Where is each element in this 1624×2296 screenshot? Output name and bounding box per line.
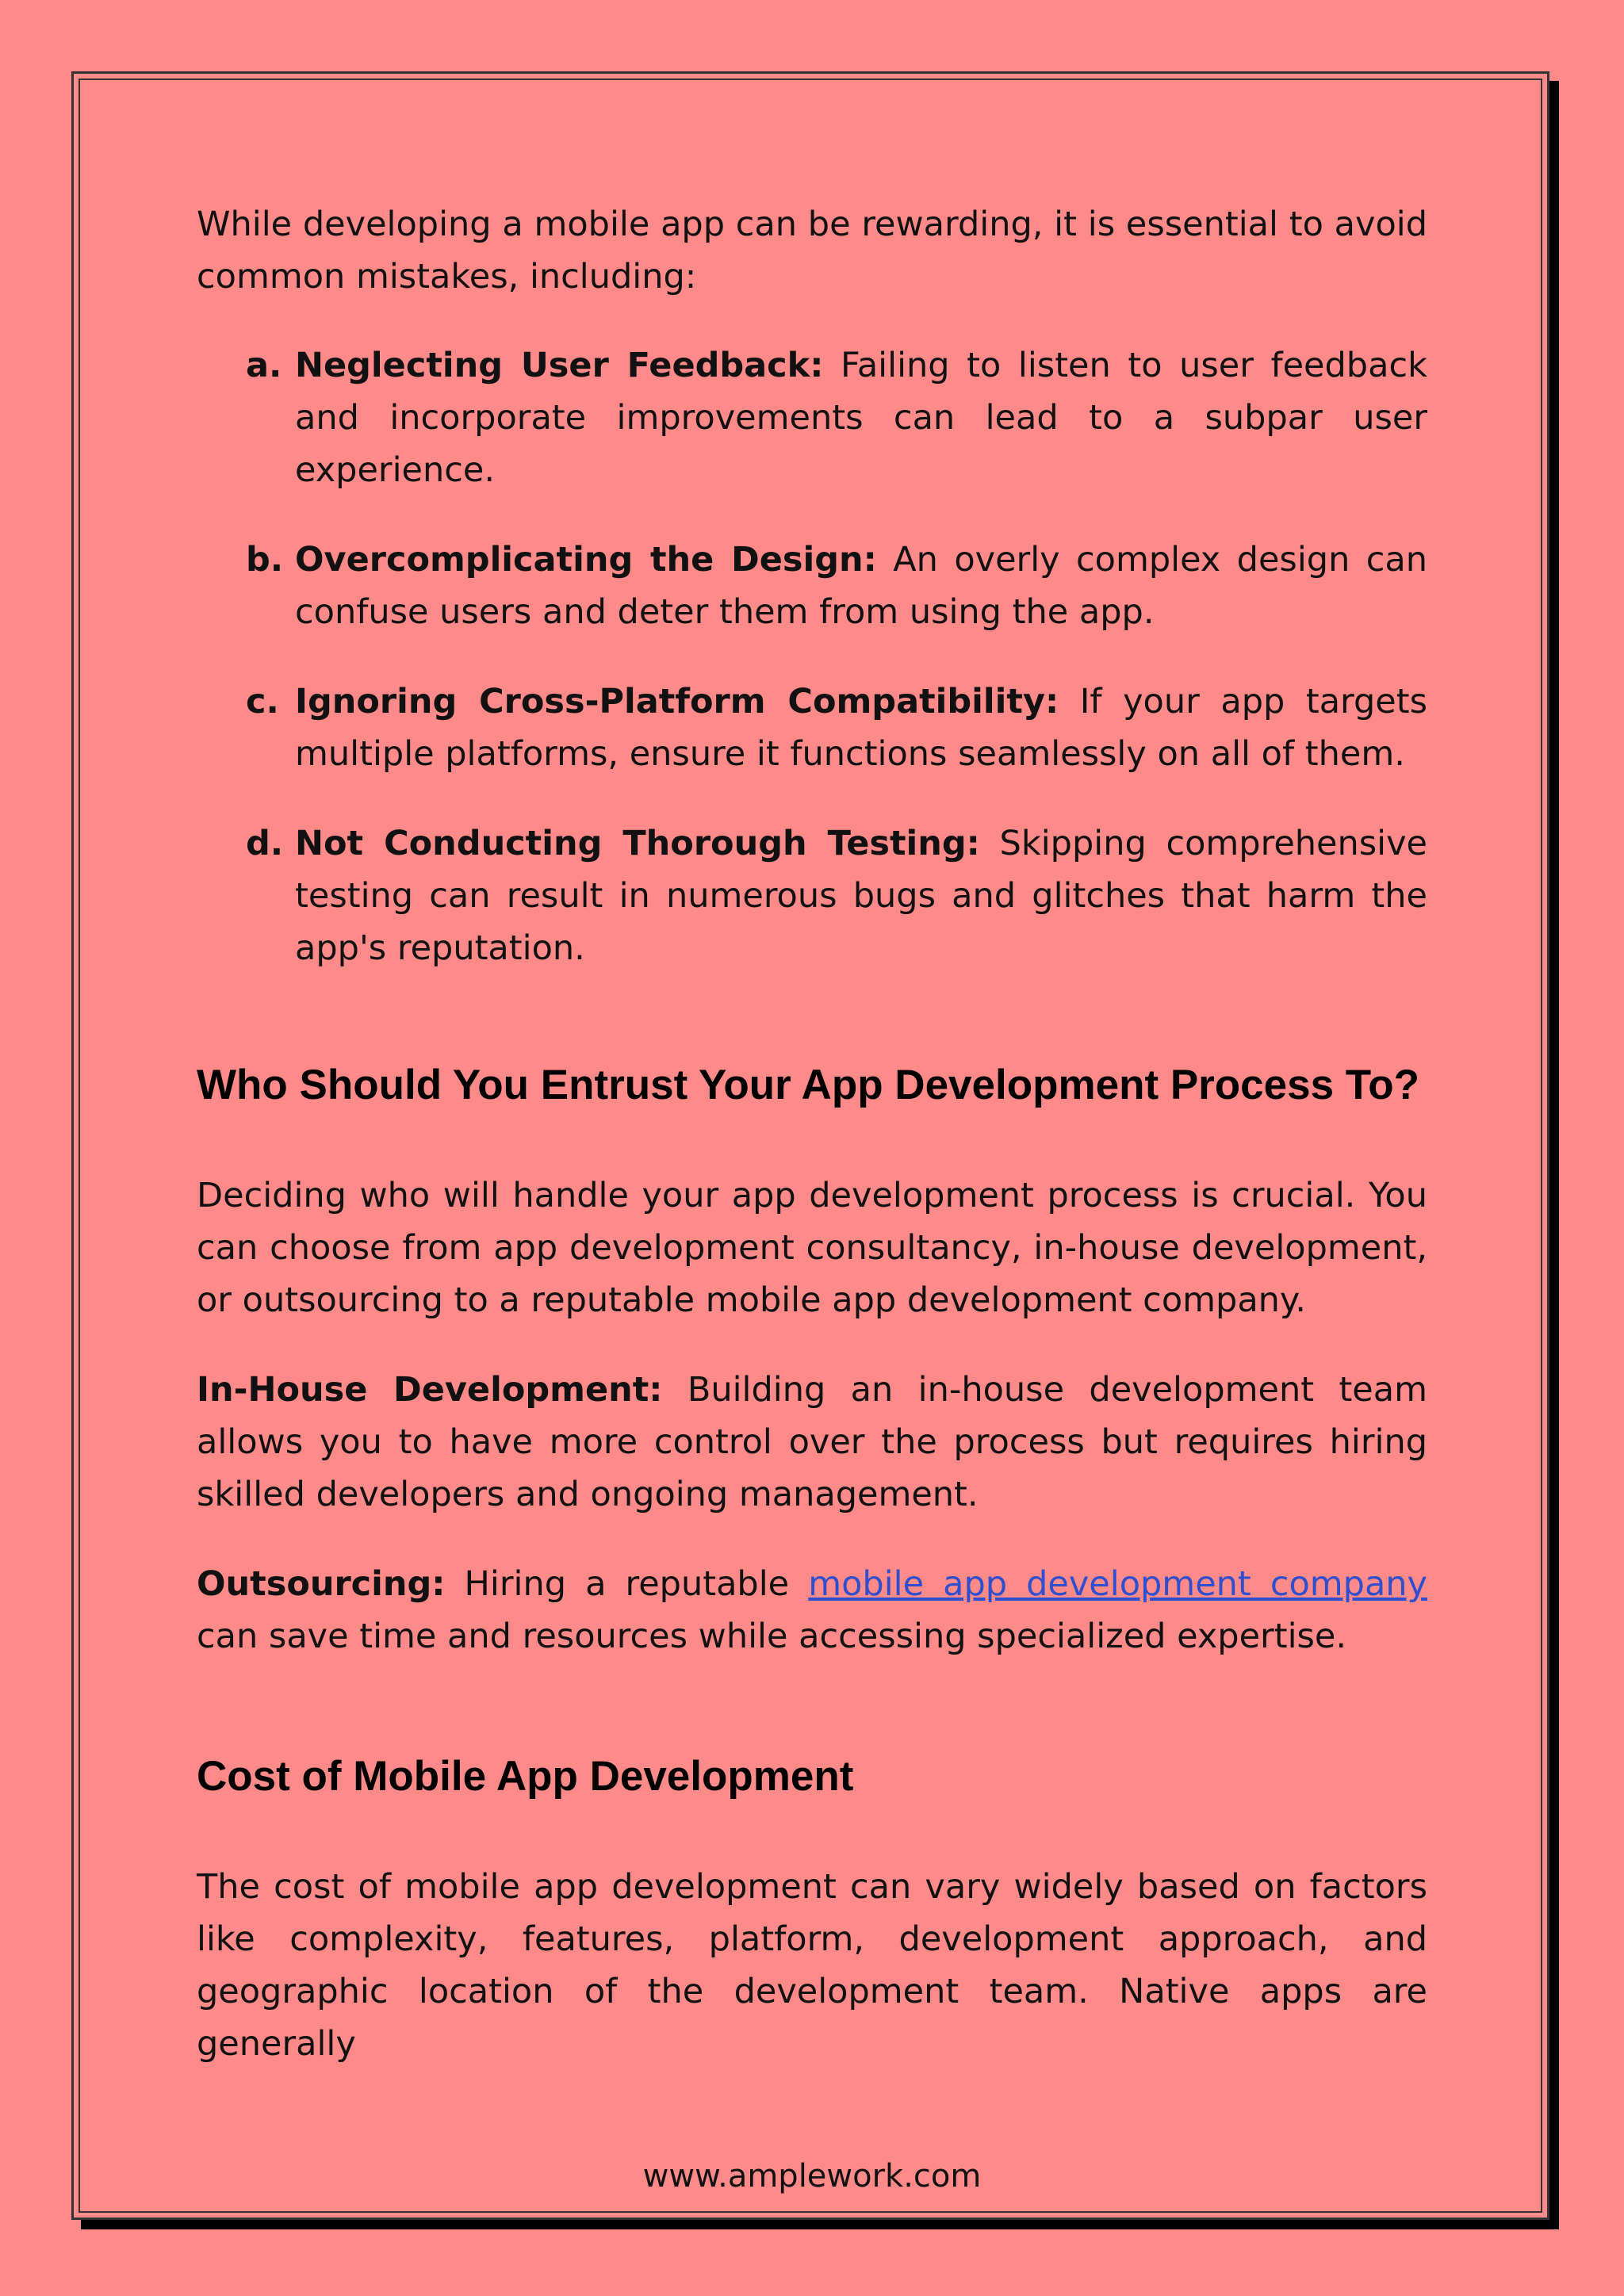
list-marker: b. <box>246 540 284 580</box>
list-item <box>197 339 1427 496</box>
list-item <box>197 675 1427 780</box>
list-item-text: Skipping comprehensive testing can result in numerous bugs and glitches that harm the app's reputation. <box>295 824 1427 968</box>
outsourcing-text-post: can save time and resources while accessing specialized expertise. <box>197 1617 1347 1656</box>
list-item-text: If your app targets multiple platforms, ensure it functions seamlessly on all of them. <box>295 682 1427 774</box>
list-item-title: Overcomplicating the Design: <box>295 540 877 580</box>
mistakes-list <box>197 339 1427 974</box>
section-heading-cost: Cost of Mobile App Development <box>197 1753 854 1800</box>
inhouse-paragraph <box>197 1364 1427 1521</box>
list-item-title: Ignoring Cross-Platform Compatibility: <box>295 682 1059 721</box>
list-item-text: An overly complex design can confuse users and deter them from using the app. <box>295 540 1427 632</box>
list-item-title: Not Conducting Thorough Testing: <box>295 824 980 863</box>
list-marker: d. <box>246 824 284 863</box>
list-item <box>197 534 1427 638</box>
list-marker: c. <box>246 682 279 721</box>
list-item-text: Failing to listen to user feedback and incorporate improvements can lead to a subpar user experience. <box>295 346 1427 490</box>
section-heading-entrust: Who Should You Entrust Your App Development Process To? <box>197 1062 1419 1108</box>
list-marker: a. <box>246 346 282 385</box>
footer-website: www.amplework.com <box>642 2158 982 2195</box>
intro-paragraph: While developing a mobile app can be rewarding, it is essential to avoid common mistakes, including: <box>197 205 1427 297</box>
cost-paragraph: The cost of mobile app development can vary widely based on factors like complexity, features, platform, development approach, and geographic location of the development team. Native apps are generally <box>197 1867 1427 2064</box>
page-content <box>197 198 1427 2070</box>
outsourcing-paragraph <box>197 1558 1427 1663</box>
list-item <box>197 817 1427 974</box>
inhouse-label: In-House Development: <box>197 1370 663 1410</box>
outsourcing-text-pre: Hiring a reputable <box>445 1564 809 1604</box>
entrust-intro-paragraph: Deciding who will handle your app development process is crucial. You can choose from app development consultancy, in-house development, or outsourcing to a reputable mobile app development company. <box>197 1176 1427 1320</box>
mobile-app-company-link[interactable]: mobile app development company <box>808 1564 1428 1604</box>
inhouse-text: Building an in-house development team allows you to have more control over the process but requires hiring skilled developers and ongoing management. <box>197 1370 1427 1514</box>
list-item-title: Neglecting User Feedback: <box>295 346 824 385</box>
outsourcing-label: Outsourcing: <box>197 1564 446 1604</box>
